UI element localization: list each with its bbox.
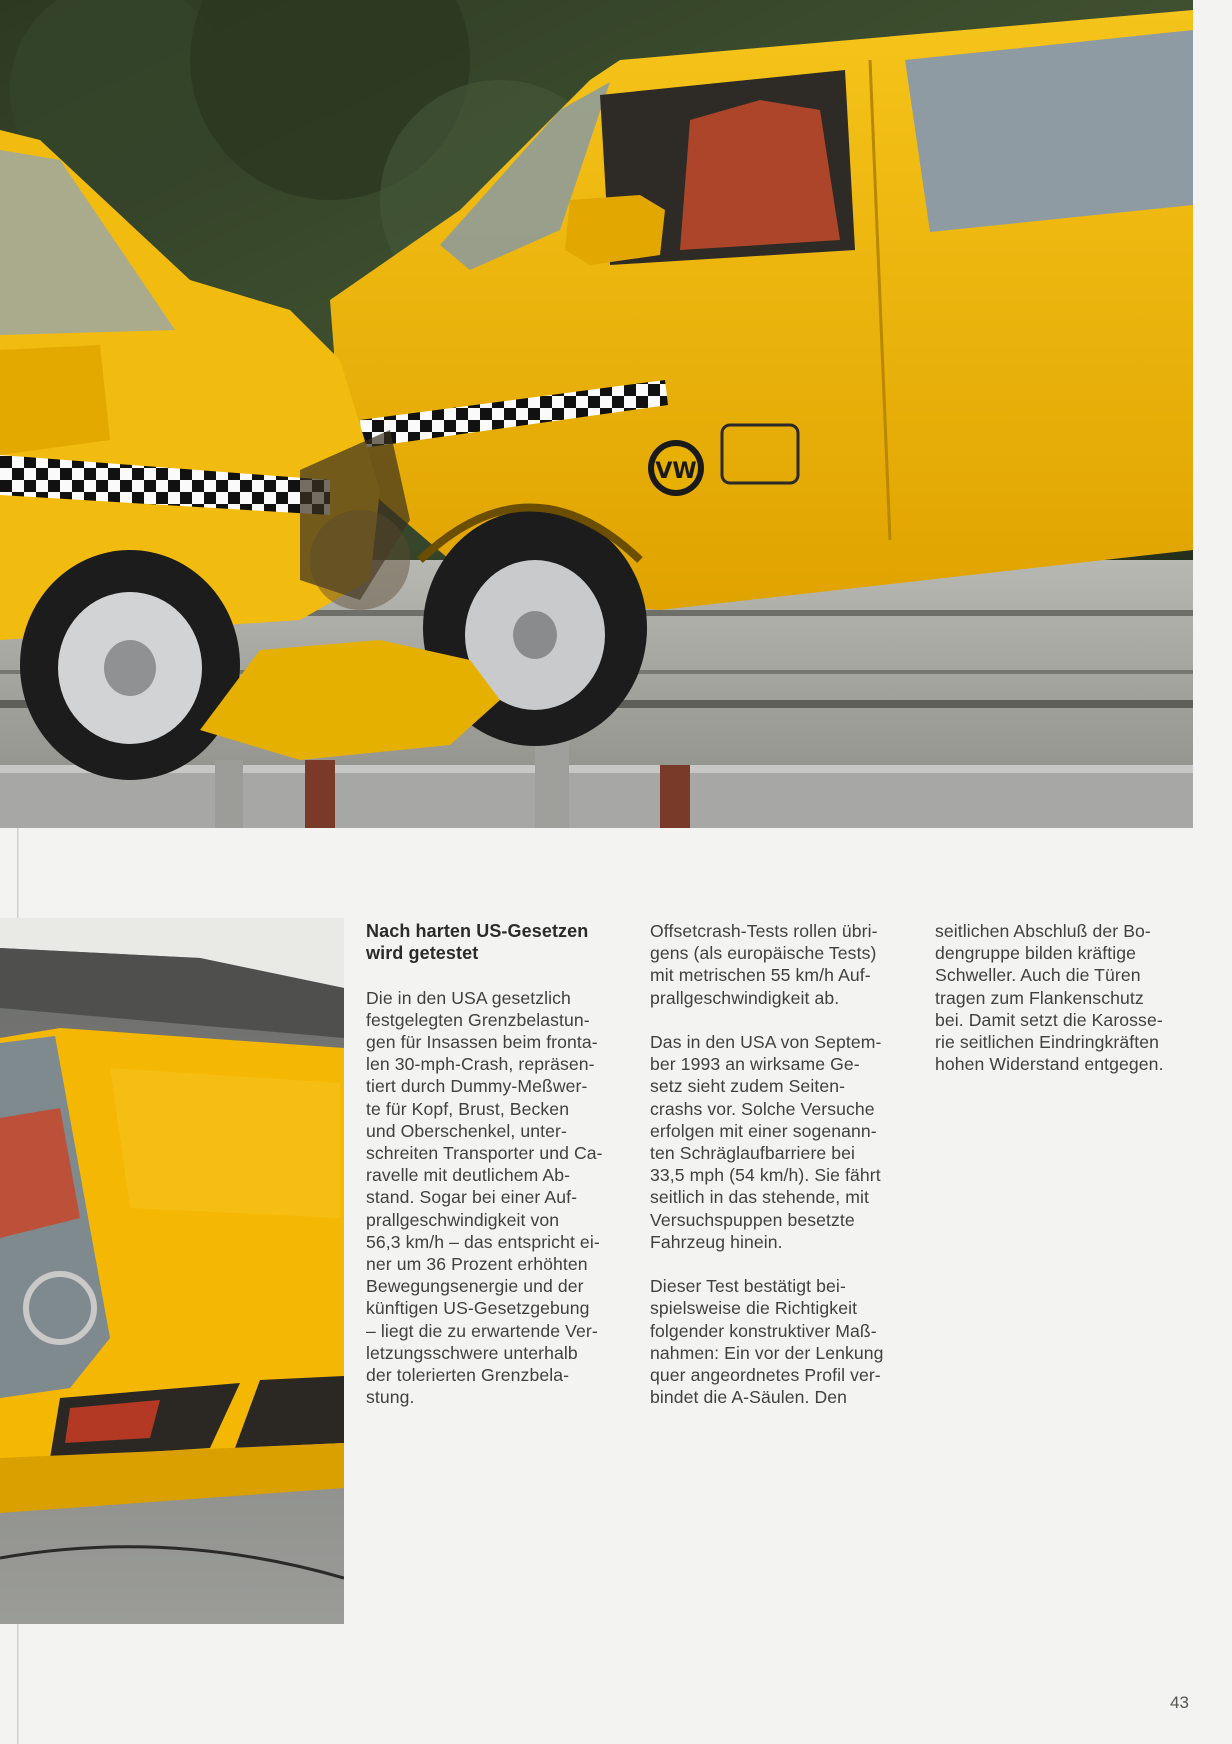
text-line: len 30-mph-Crash, repräsen- (366, 1054, 595, 1075)
text-line: quer angeordnetes Profil ver- (650, 1365, 881, 1386)
headline-line: wird getestet (366, 943, 479, 964)
column3-paragraph-1 (935, 920, 1197, 1075)
text-line: letzungsschwere unterhalb (366, 1342, 578, 1363)
text-line: 33,5 mph (54 km/h). Sie fährt (650, 1165, 881, 1186)
text-line: ner um 36 Prozent erhöhten (366, 1254, 588, 1275)
article-column-2 (650, 920, 920, 1431)
page-number: 43 (1170, 1693, 1189, 1712)
text-line: 56,3 km/h – das entspricht ei- (366, 1231, 600, 1252)
column2-paragraph-3 (650, 1275, 920, 1408)
text-line: prallgeschwindigkeit von (366, 1209, 560, 1230)
text-line: te für Kopf, Brust, Becken (366, 1098, 570, 1119)
text-line: setz sieht zudem Seiten- (650, 1076, 846, 1097)
article-column-1 (366, 920, 634, 1431)
text-line: gens (als europäische Tests) (650, 943, 877, 964)
text-line: dengruppe bilden kräftige (935, 943, 1137, 964)
text-line: hohen Widerstand entgegen. (935, 1054, 1164, 1075)
text-line: gen für Insassen beim fronta- (366, 1032, 598, 1052)
crash-test-photo-top (0, 0, 1193, 828)
headline-line: Nach harten US-Gesetzen (366, 921, 589, 941)
column2-paragraph-2 (650, 1031, 920, 1253)
crash-test-photo-bottom (0, 918, 344, 1624)
article-headline (366, 920, 634, 964)
text-line: stung. (366, 1387, 415, 1408)
svg-text:VW: VW (655, 459, 697, 484)
text-line: prallgeschwindigkeit ab. (650, 987, 840, 1008)
text-line: seitlichen Abschluß der Bo- (935, 921, 1151, 941)
text-line: – liegt die zu erwartende Ver- (366, 1320, 598, 1341)
text-line: Offsetcrash-Tests rollen übri- (650, 921, 878, 941)
text-line: folgender konstruktiver Maß- (650, 1320, 877, 1341)
text-line: tiert durch Dummy-Meßwer- (366, 1076, 588, 1097)
text-line: ravelle mit deutlichem Ab- (366, 1165, 571, 1186)
text-line: der tolerierten Grenzbela- (366, 1365, 570, 1386)
text-line: und Oberschenkel, unter- (366, 1120, 567, 1141)
text-line: erfolgen mit einer sogenann- (650, 1120, 877, 1141)
text-line: Die in den USA gesetzlich (366, 987, 571, 1008)
text-line: Versuchspuppen besetzte (650, 1209, 855, 1230)
text-line: spielsweise die Richtigkeit (650, 1298, 858, 1319)
column2-paragraph-1 (650, 920, 920, 1009)
crash-photo-illustration (0, 0, 1193, 828)
text-line: Fahrzeug hinein. (650, 1231, 783, 1252)
text-line: stand. Sogar bei einer Auf- (366, 1187, 578, 1208)
text-line: rie seitlichen Eindringkräften (935, 1032, 1160, 1053)
text-line: Das in den USA von Septem- (650, 1032, 882, 1052)
text-line: ten Schräglaufbarriere bei (650, 1143, 856, 1164)
text-line: bindet die A-Säulen. Den (650, 1387, 848, 1408)
article-column-3 (935, 920, 1197, 1098)
text-line: ber 1993 an wirksame Ge- (650, 1054, 860, 1075)
text-line: bei. Damit setzt die Karosse- (935, 1009, 1163, 1030)
text-line: künftigen US-Gesetzgebung (366, 1298, 590, 1319)
text-line: Schweller. Auch die Türen (935, 965, 1141, 986)
text-line: crashs vor. Solche Versuche (650, 1098, 875, 1119)
side-crash-photo-illustration (0, 918, 344, 1624)
text-line: tragen zum Flankenschutz (935, 987, 1144, 1008)
text-line: mit metrischen 55 km/h Auf- (650, 965, 871, 986)
text-line: Bewegungsenergie und der (366, 1276, 584, 1297)
text-line: Dieser Test bestätigt bei- (650, 1276, 846, 1297)
column1-paragraph-1 (366, 987, 634, 1409)
text-line: festgelegten Grenzbelastun- (366, 1009, 590, 1030)
text-line: nahmen: Ein vor der Lenkung (650, 1342, 884, 1363)
text-line: seitlich in das stehende, mit (650, 1187, 870, 1208)
text-line: schreiten Transporter und Ca- (366, 1143, 603, 1164)
